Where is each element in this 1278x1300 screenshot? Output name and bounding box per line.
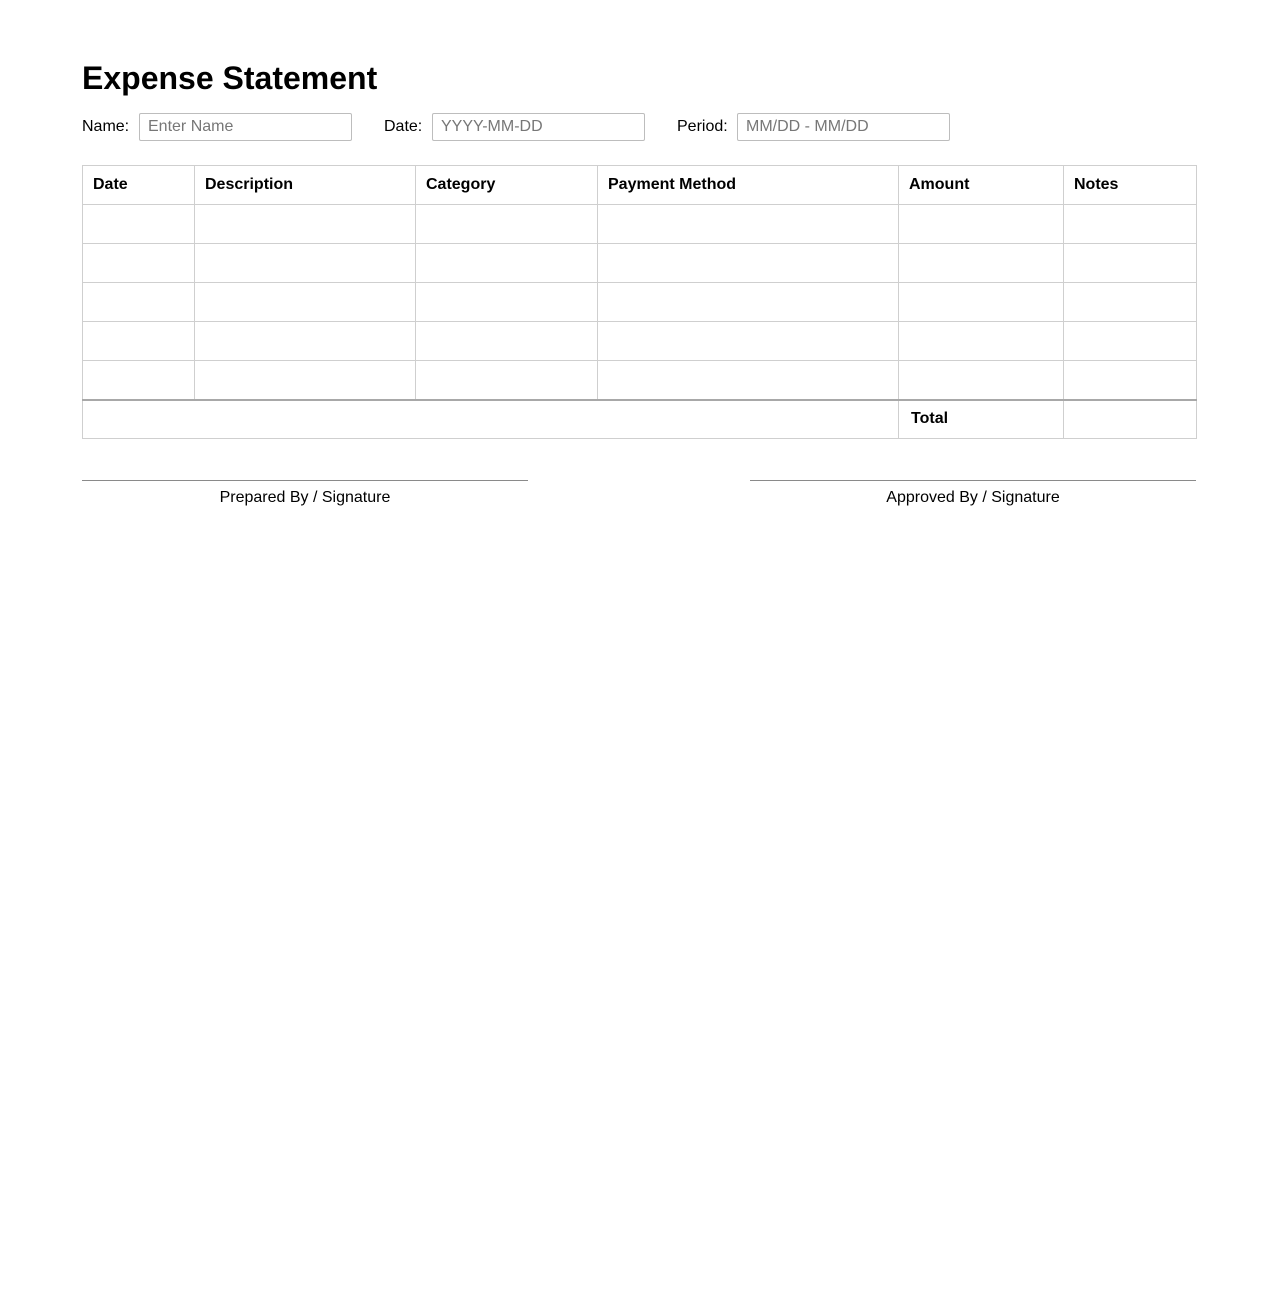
date-label: Date: <box>384 118 423 135</box>
total-row <box>83 400 1197 439</box>
notes-cell[interactable] <box>1064 283 1197 322</box>
page-title: Expense Statement <box>82 60 378 96</box>
name-input[interactable] <box>139 113 352 141</box>
amount-cell[interactable] <box>899 361 1064 400</box>
description-cell[interactable] <box>195 283 416 322</box>
date-cell[interactable] <box>83 244 195 283</box>
category-cell[interactable] <box>416 361 598 400</box>
column-header-category: Category <box>416 166 598 205</box>
total-spacer-cell <box>83 400 899 439</box>
amount-cell[interactable] <box>899 244 1064 283</box>
category-cell[interactable] <box>416 283 598 322</box>
notes-cell[interactable] <box>1064 244 1197 283</box>
total-value-cell[interactable] <box>1064 400 1197 439</box>
table-row <box>83 205 1197 244</box>
notes-cell[interactable] <box>1064 205 1197 244</box>
description-cell[interactable] <box>195 322 416 361</box>
column-header-date: Date <box>83 166 195 205</box>
date-cell[interactable] <box>83 205 195 244</box>
column-header-description: Description <box>195 166 416 205</box>
payment-method-cell[interactable] <box>598 205 899 244</box>
description-cell[interactable] <box>195 244 416 283</box>
payment-method-cell[interactable] <box>598 322 899 361</box>
description-cell[interactable] <box>195 205 416 244</box>
category-cell[interactable] <box>416 322 598 361</box>
table-row <box>83 361 1197 400</box>
description-cell[interactable] <box>195 361 416 400</box>
date-cell[interactable] <box>83 283 195 322</box>
approved-by-signature-line[interactable]: Approved By / Signature <box>750 480 1196 507</box>
amount-cell[interactable] <box>899 283 1064 322</box>
payment-method-cell[interactable] <box>598 244 899 283</box>
amount-cell[interactable] <box>899 322 1064 361</box>
notes-cell[interactable] <box>1064 322 1197 361</box>
column-header-amount: Amount <box>899 166 1064 205</box>
category-cell[interactable] <box>416 244 598 283</box>
date-cell[interactable] <box>83 361 195 400</box>
expense-table <box>82 165 1197 439</box>
table-row <box>83 322 1197 361</box>
date-cell[interactable] <box>83 322 195 361</box>
period-label: Period: <box>677 118 728 135</box>
amount-cell[interactable] <box>899 205 1064 244</box>
column-header-notes: Notes <box>1064 166 1197 205</box>
name-label: Name: <box>82 118 130 135</box>
header-fields <box>82 113 1196 141</box>
table-row <box>83 283 1197 322</box>
payment-method-cell[interactable] <box>598 283 899 322</box>
notes-cell[interactable] <box>1064 361 1197 400</box>
total-label: Total <box>899 400 1064 439</box>
date-input[interactable] <box>432 113 645 141</box>
payment-method-cell[interactable] <box>598 361 899 400</box>
table-row <box>83 244 1197 283</box>
prepared-by-signature-line[interactable]: Prepared By / Signature <box>82 480 528 507</box>
table-header-row <box>83 166 1197 205</box>
category-cell[interactable] <box>416 205 598 244</box>
period-input[interactable] <box>737 113 950 141</box>
column-header-payment-method: Payment Method <box>598 166 899 205</box>
